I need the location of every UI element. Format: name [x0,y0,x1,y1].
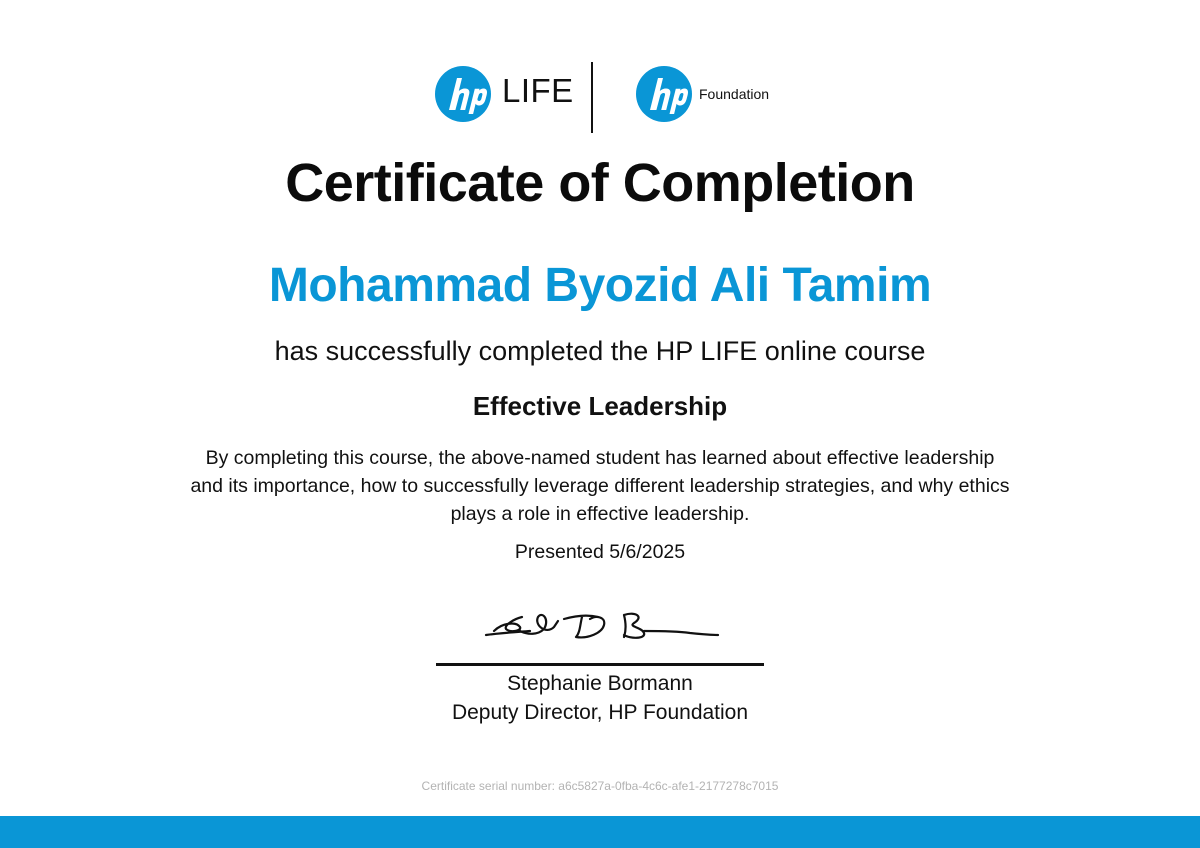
hp-foundation-logo-text: Foundation [699,86,770,102]
completion-statement: has successfully completed the HP LIFE online course [274,336,926,366]
hp-life-logo-text: LIFE [502,72,574,109]
course-name: Effective Leadership [472,391,728,421]
presented-date: Presented 5/6/2025 [514,541,686,563]
course-description: By completing this course, the above-named student has learned about effective leadership and its importance, how to successfully leverage different leadership strategies, and why ethics plays a role in effective leadership. [190,447,1010,525]
bottom-brand-band [0,816,1200,848]
hp-life-logo-icon [435,66,491,122]
certificate-serial-number: Certificate serial number: a6c5827a-0fba-4c6c-afe1-2177278c7015 [421,779,779,793]
signatory-role: Deputy Director, HP Foundation [451,701,749,724]
recipient-name: Mohammad Byozid Ali Tamim [268,259,932,312]
signature-line [436,663,764,666]
logo-divider [591,62,593,133]
certificate-title: Certificate of Completion [285,153,915,213]
handwritten-signature [480,605,725,645]
hp-foundation-logo-icon [636,66,692,122]
signatory-name: Stephanie Bormann [507,672,693,695]
